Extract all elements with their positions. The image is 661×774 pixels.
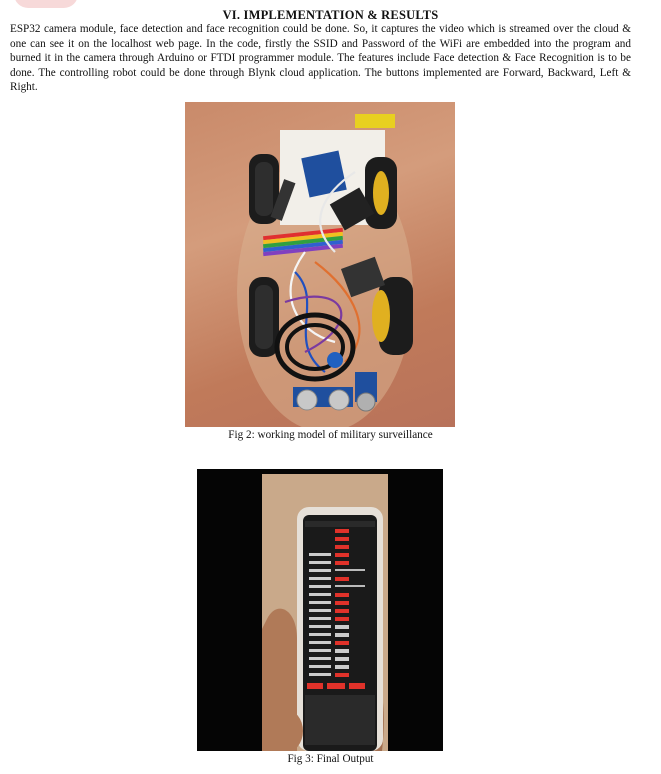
wheel-front-right <box>365 157 397 229</box>
figure-2-caption: Fig 2: working model of military surveillance <box>228 429 433 441</box>
section-heading: VI. IMPLEMENTATION & RESULTS <box>222 8 439 22</box>
figure-phone-photo <box>197 469 443 751</box>
phone-illustration <box>197 469 443 751</box>
wheel-rear-left <box>249 277 279 357</box>
thumb <box>267 709 303 751</box>
body-paragraph: ESP32 camera module, face detection and face recognition could be done. So, it captures the video which is streamed over the cloud & one can see it on the localhost web page. In the code, firstly the SSID and Password of the WiFi are embedded into the program and burned it in the camera through Arduino or FTDI programmer module. The features include Face detection & Face Recognition is to be done. The controlling robot could be done through Blynk cloud application. The buttons implemented are Forward, Backward, Left & Right. <box>10 23 631 94</box>
ultrasonic-sensor <box>293 387 353 410</box>
gas-sensor <box>355 372 377 411</box>
battery-pack <box>355 114 395 128</box>
header-logo-fragment <box>14 0 78 8</box>
blue-module <box>301 150 346 197</box>
figure-robot-photo <box>185 102 455 427</box>
knob <box>327 352 343 368</box>
figure-3-caption: Fig 3: Final Output <box>287 753 374 765</box>
robot-illustration <box>185 102 455 427</box>
